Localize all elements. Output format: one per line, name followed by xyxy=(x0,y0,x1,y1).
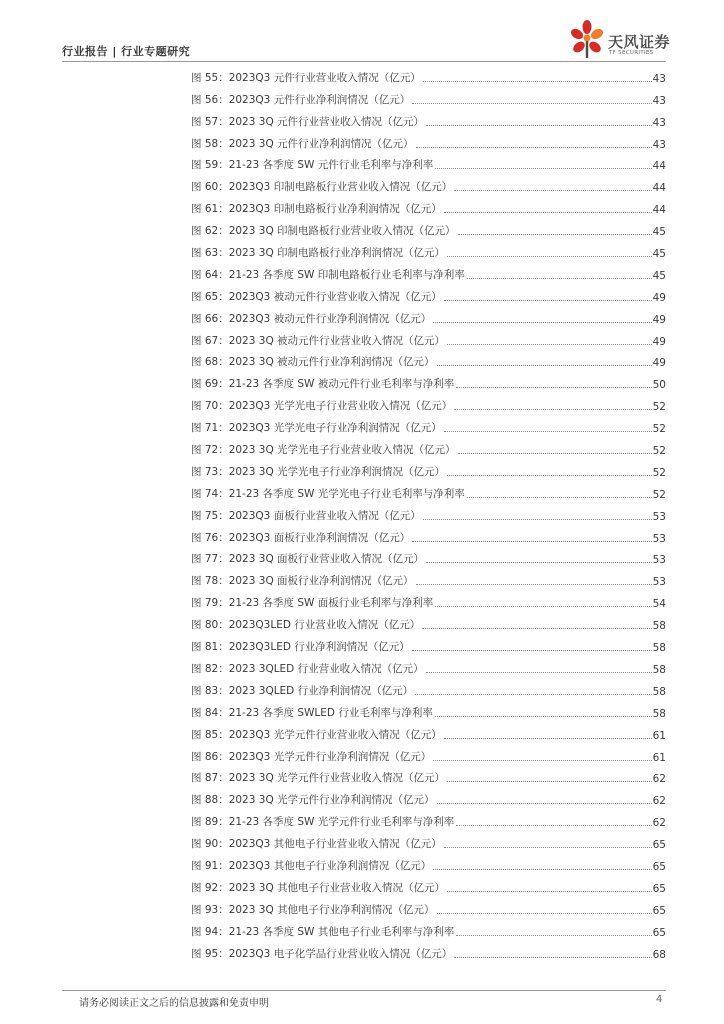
toc-entry-label[interactable]: 图 89：21-23 各季度 SW 光学元件行业毛利率与净利率 xyxy=(191,816,455,829)
toc-entry-page[interactable]: 62 xyxy=(652,817,666,830)
toc-entry[interactable] xyxy=(191,876,666,898)
toc-leader-dots xyxy=(435,168,651,169)
toc-leader-dots xyxy=(416,147,652,148)
toc-leader-dots xyxy=(447,344,652,345)
toc-leader-dots xyxy=(426,672,652,673)
toc-leader-dots xyxy=(458,453,652,454)
toc-entry-page[interactable]: 52 xyxy=(652,401,666,414)
toc-leader-dots xyxy=(423,519,652,520)
toc-entry-label[interactable]: 图 86：2023Q3 光学元件行业净利润情况（亿元） xyxy=(191,750,432,763)
toc-entry[interactable] xyxy=(191,416,666,438)
toc-entry-page[interactable]: 52 xyxy=(652,445,666,458)
toc-entry-label[interactable]: 图 63：2023 3Q 印制电路板行业净利润情况（亿元） xyxy=(191,247,446,260)
toc-entry-label[interactable]: 图 73：2023 3Q 光学光电子行业净利润情况（亿元） xyxy=(191,465,446,478)
toc-entry-label[interactable]: 图 91：2023Q3 其他电子行业净利润情况（亿元） xyxy=(191,859,432,872)
toc-entry-label[interactable]: 图 66：2023Q3 被动元件行业净利润情况（亿元） xyxy=(191,312,432,325)
toc-entry[interactable] xyxy=(191,372,666,394)
toc-entry[interactable] xyxy=(191,197,666,219)
toc-leader-dots xyxy=(435,716,652,717)
toc-entry-label[interactable]: 图 72：2023 3Q 光学光电子行业营业收入情况（亿元） xyxy=(191,444,456,457)
toc-entry[interactable] xyxy=(191,438,666,460)
toc-leader-dots xyxy=(433,869,651,870)
toc-entry-label[interactable]: 图 59：21-23 各季度 SW 元件行业毛利率与净利率 xyxy=(191,159,434,172)
toc-entry-label[interactable]: 图 58：2023 3Q 元件行业净利润情况（亿元） xyxy=(191,137,414,150)
toc-entry[interactable] xyxy=(191,482,666,504)
toc-leader-dots xyxy=(426,125,652,126)
disclaimer-note: 请务必阅读正文之后的信息披露和免责申明 xyxy=(79,998,269,1009)
toc-entry[interactable] xyxy=(191,351,666,373)
toc-entry-label[interactable]: 图 95：2023Q3 电子化学品行业营业收入情况（亿元） xyxy=(191,947,453,960)
toc-entry-page[interactable]: 43 xyxy=(652,116,666,129)
toc-entry[interactable] xyxy=(191,767,666,789)
toc-entry-page[interactable]: 49 xyxy=(652,357,666,370)
toc-entry[interactable] xyxy=(191,175,666,197)
toc-leader-dots xyxy=(458,234,652,235)
toc-entry[interactable] xyxy=(191,110,666,132)
toc-entry-page[interactable]: 65 xyxy=(652,882,666,895)
toc-entry-page[interactable]: 54 xyxy=(652,598,666,611)
logo-name: 天风证券 xyxy=(608,33,671,51)
toc-entry[interactable] xyxy=(191,548,666,570)
toc-entry-page[interactable]: 49 xyxy=(652,313,666,326)
toc-leader-dots xyxy=(447,475,652,476)
toc-entry[interactable] xyxy=(191,66,666,88)
toc-entry-page[interactable]: 65 xyxy=(652,926,666,939)
toc-entry[interactable] xyxy=(191,307,666,329)
toc-entry-page[interactable]: 43 xyxy=(652,72,666,85)
toc-leader-dots xyxy=(412,650,652,651)
toc-leader-dots xyxy=(456,935,651,936)
toc-entry-label[interactable]: 图 55：2023Q3 元件行业营业收入情况（亿元） xyxy=(191,71,421,84)
page-header xyxy=(0,0,724,62)
toc-entry-page[interactable]: 58 xyxy=(652,685,666,698)
toc-entry[interactable] xyxy=(191,745,666,767)
toc-entry[interactable] xyxy=(191,241,666,263)
toc-entry[interactable] xyxy=(191,154,666,176)
toc-entry-page[interactable]: 65 xyxy=(652,860,666,873)
toc-entry[interactable] xyxy=(191,788,666,810)
toc-entry-label[interactable]: 图 90：2023Q3 其他电子行业营业收入情况（亿元） xyxy=(191,838,442,851)
toc-entry[interactable] xyxy=(191,329,666,351)
toc-leader-dots xyxy=(444,300,652,301)
toc-entry[interactable] xyxy=(191,263,666,285)
toc-leader-dots xyxy=(415,694,652,695)
toc-leader-dots xyxy=(444,212,652,213)
toc-leader-dots xyxy=(412,541,651,542)
toc-leader-dots xyxy=(454,190,651,191)
toc-leader-dots xyxy=(447,781,652,782)
toc-entry-page[interactable]: 68 xyxy=(652,948,666,961)
toc-entry-label[interactable]: 图 81：2023Q3LED 行业净利润情况（亿元） xyxy=(191,641,410,654)
toc-entry-page[interactable]: 49 xyxy=(652,291,666,304)
toc-leader-dots xyxy=(444,847,652,848)
toc-entry[interactable] xyxy=(191,613,666,635)
toc-entry[interactable] xyxy=(191,701,666,723)
toc-entry-label[interactable]: 图 83：2023 3QLED 行业净利润情况（亿元） xyxy=(191,684,414,697)
toc-entry-page[interactable]: 53 xyxy=(652,576,666,589)
toc-entry-page[interactable]: 65 xyxy=(652,839,666,852)
toc-entry[interactable] xyxy=(191,132,666,154)
toc-entry[interactable] xyxy=(191,832,666,854)
toc-entry[interactable] xyxy=(191,569,666,591)
logo-subtitle: TF SECURITIES xyxy=(609,50,654,56)
toc-entry-label[interactable]: 图 68：2023 3Q 被动元件行业净利润情况（亿元） xyxy=(191,356,435,369)
toc-entry-page[interactable]: 62 xyxy=(652,773,666,786)
toc-entry[interactable] xyxy=(191,394,666,416)
toc-leader-dots xyxy=(447,256,652,257)
toc-leader-dots xyxy=(437,913,652,914)
toc-entry[interactable] xyxy=(191,657,666,679)
toc-entry-label[interactable]: 图 92：2023 3Q 其他电子行业营业收入情况（亿元） xyxy=(191,881,446,894)
toc-entry-page[interactable]: 65 xyxy=(652,904,666,917)
toc-entry-page[interactable]: 44 xyxy=(652,160,666,173)
toc-entry-page[interactable]: 52 xyxy=(652,466,666,479)
toc-entry-page[interactable]: 61 xyxy=(652,729,666,742)
toc-leader-dots xyxy=(435,606,651,607)
toc-leader-dots xyxy=(423,81,652,82)
toc-entry-page[interactable]: 53 xyxy=(652,532,666,545)
toc-leader-dots xyxy=(416,584,652,585)
figure-list xyxy=(191,66,666,964)
toc-leader-dots xyxy=(433,322,651,323)
toc-entry-label[interactable]: 图 88：2023 3Q 光学元件行业净利润情况（亿元） xyxy=(191,794,435,807)
toc-entry-label[interactable]: 图 87：2023 3Q 光学元件行业营业收入情况（亿元） xyxy=(191,772,446,785)
toc-entry[interactable] xyxy=(191,526,666,548)
toc-entry-label[interactable]: 图 75：2023Q3 面板行业营业收入情况（亿元） xyxy=(191,509,421,522)
toc-entry-page[interactable]: 58 xyxy=(652,642,666,655)
toc-entry-label[interactable]: 图 84：21-23 各季度 SWLED 行业毛利率与净利率 xyxy=(191,706,433,719)
toc-entry-label[interactable]: 图 67：2023 3Q 被动元件行业营业收入情况（亿元） xyxy=(191,334,446,347)
toc-entry-label[interactable]: 图 64：21-23 各季度 SW 印制电路板行业毛利率与净利率 xyxy=(191,268,465,281)
toc-entry-page[interactable]: 53 xyxy=(652,554,666,567)
toc-entry[interactable] xyxy=(191,679,666,701)
toc-leader-dots xyxy=(433,760,651,761)
toc-leader-dots xyxy=(437,803,652,804)
toc-entry-label[interactable]: 图 76：2023Q3 面板行业净利润情况（亿元） xyxy=(191,531,411,544)
toc-entry-label[interactable]: 图 74：21-23 各季度 SW 光学光电子行业毛利率与净利率 xyxy=(191,487,465,500)
toc-entry-page[interactable]: 43 xyxy=(652,138,666,151)
toc-entry-label[interactable]: 图 85：2023Q3 光学元件行业营业收入情况（亿元） xyxy=(191,728,442,741)
page-number: 4 xyxy=(656,994,663,1005)
toc-entry-label[interactable]: 图 56：2023Q3 元件行业净利润情况（亿元） xyxy=(191,93,411,106)
toc-entry[interactable] xyxy=(191,920,666,942)
toc-leader-dots xyxy=(467,278,652,279)
toc-entry-label[interactable]: 图 93：2023 3Q 其他电子行业净利润情况（亿元） xyxy=(191,903,435,916)
toc-entry-page[interactable]: 58 xyxy=(652,663,666,676)
toc-entry-page[interactable]: 61 xyxy=(652,751,666,764)
toc-leader-dots xyxy=(456,825,651,826)
toc-entry-label[interactable]: 图 65：2023Q3 被动元件行业营业收入情况（亿元） xyxy=(191,290,442,303)
header-title: 行业报告 | 行业专题研究 xyxy=(62,45,191,58)
toc-entry[interactable] xyxy=(191,285,666,307)
toc-entry[interactable] xyxy=(191,810,666,832)
toc-entry[interactable] xyxy=(191,591,666,613)
toc-leader-dots xyxy=(437,365,652,366)
toc-leader-dots xyxy=(426,562,652,563)
toc-entry-page[interactable]: 50 xyxy=(652,379,666,392)
toc-entry-label[interactable]: 图 70：2023Q3 光学光电子行业营业收入情况（亿元） xyxy=(191,400,453,413)
toc-entry-label[interactable]: 图 82：2023 3QLED 行业营业收入情况（亿元） xyxy=(191,662,424,675)
toc-entry-page[interactable]: 58 xyxy=(652,620,666,633)
toc-entry[interactable] xyxy=(191,854,666,876)
toc-leader-dots xyxy=(447,891,652,892)
header-divider xyxy=(62,61,666,62)
toc-entry[interactable] xyxy=(191,460,666,482)
toc-leader-dots xyxy=(456,387,651,388)
toc-entry-label[interactable]: 图 80：2023Q3LED 行业营业收入情况（亿元） xyxy=(191,619,421,632)
toc-entry-page[interactable]: 53 xyxy=(652,510,666,523)
toc-entry-page[interactable]: 62 xyxy=(652,795,666,808)
toc-entry-page[interactable]: 58 xyxy=(652,707,666,720)
toc-entry-page[interactable]: 43 xyxy=(652,94,666,107)
toc-leader-dots xyxy=(444,431,652,432)
toc-entry-label[interactable]: 图 60：2023Q3 印制电路板行业营业收入情况（亿元） xyxy=(191,181,453,194)
toc-entry-page[interactable]: 44 xyxy=(652,182,666,195)
toc-entry-label[interactable]: 图 79：21-23 各季度 SW 面板行业毛利率与净利率 xyxy=(191,597,434,610)
toc-leader-dots xyxy=(412,103,651,104)
toc-leader-dots xyxy=(454,957,651,958)
toc-entry-page[interactable]: 44 xyxy=(652,204,666,217)
toc-entry[interactable] xyxy=(191,219,666,241)
toc-leader-dots xyxy=(467,497,652,498)
toc-entry-label[interactable]: 图 69：21-23 各季度 SW 被动元件行业毛利率与净利率 xyxy=(191,378,455,391)
toc-entry-label[interactable]: 图 71：2023Q3 光学光电子行业净利润情况（亿元） xyxy=(191,422,442,435)
toc-entry[interactable] xyxy=(191,898,666,920)
toc-entry-page[interactable]: 45 xyxy=(652,226,666,239)
toc-leader-dots xyxy=(454,409,651,410)
toc-entry-label[interactable]: 图 78：2023 3Q 面板行业净利润情况（亿元） xyxy=(191,575,414,588)
toc-entry-page[interactable]: 52 xyxy=(652,488,666,501)
toc-entry[interactable] xyxy=(191,88,666,110)
toc-entry[interactable] xyxy=(191,635,666,657)
toc-entry-page[interactable]: 45 xyxy=(652,248,666,261)
toc-entry-page[interactable]: 52 xyxy=(652,423,666,436)
toc-entry-label[interactable]: 图 61：2023Q3 印制电路板行业净利润情况（亿元） xyxy=(191,203,442,216)
footer-divider xyxy=(62,990,666,991)
toc-entry[interactable] xyxy=(191,723,666,745)
toc-entry-page[interactable]: 45 xyxy=(652,269,666,282)
toc-leader-dots xyxy=(422,628,651,629)
toc-entry-label[interactable]: 图 77：2023 3Q 面板行业营业收入情况（亿元） xyxy=(191,553,425,566)
toc-entry[interactable] xyxy=(191,942,666,964)
toc-entry-page[interactable]: 49 xyxy=(652,335,666,348)
toc-entry-label[interactable]: 图 57：2023 3Q 元件行业营业收入情况（亿元） xyxy=(191,115,425,128)
toc-leader-dots xyxy=(444,738,652,739)
toc-entry-label[interactable]: 图 62：2023 3Q 印制电路板行业营业收入情况（亿元） xyxy=(191,225,456,238)
flower-logo-icon xyxy=(568,18,606,60)
company-logo xyxy=(568,18,674,60)
toc-entry[interactable] xyxy=(191,504,666,526)
toc-entry-label[interactable]: 图 94：21-23 各季度 SW 其他电子行业毛利率与净利率 xyxy=(191,925,455,938)
